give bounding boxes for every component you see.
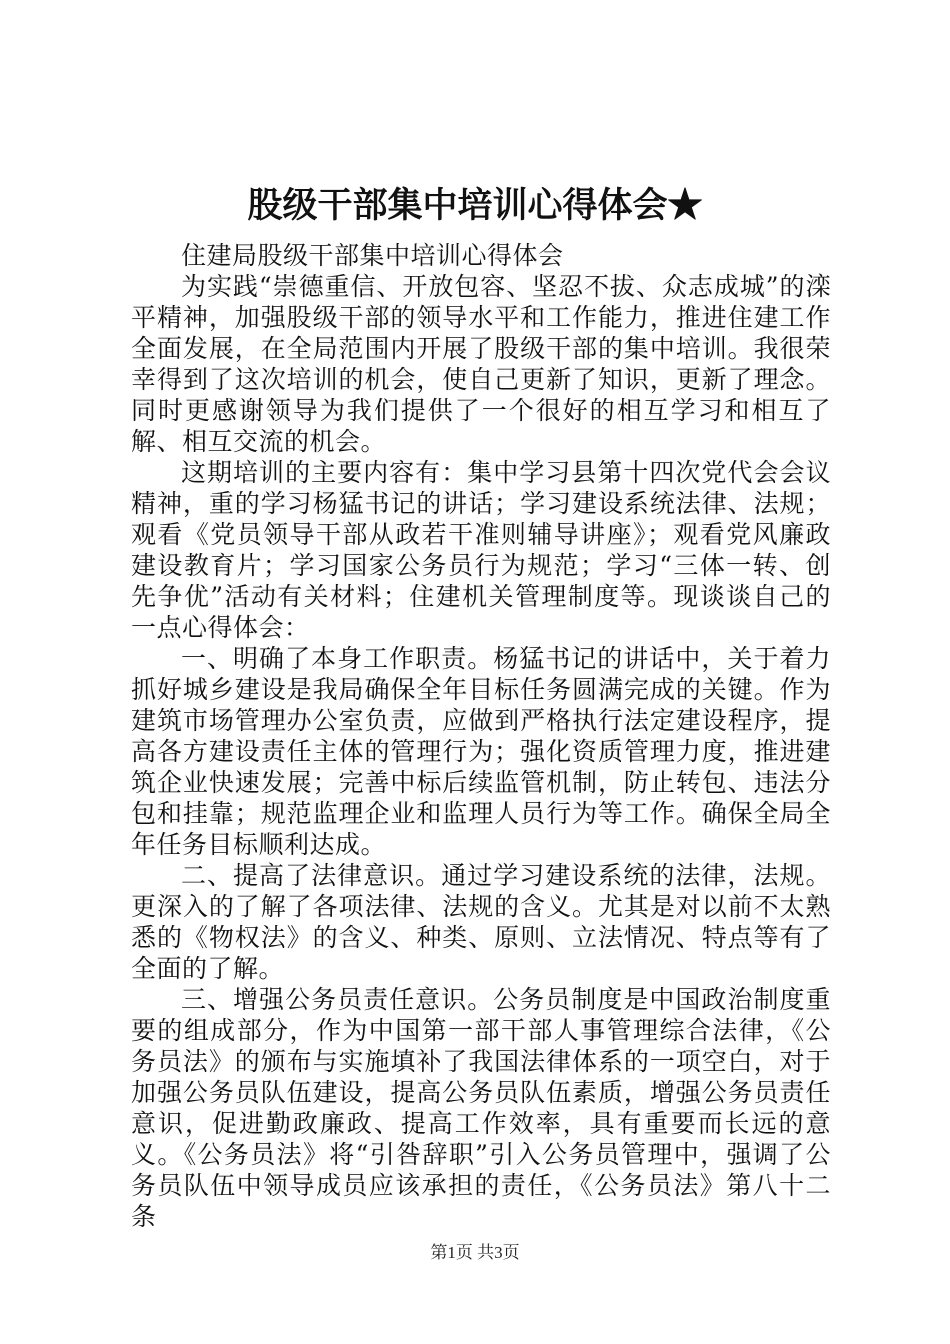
paragraph-point-three: 三、增强公务员责任意识。公务员制度是中国政治制度重要的组成部分，作为中国第一部干部人事管理综合法律，《公务员法》的颁布与实施填补了我国法律体系的一项空白，对于加强公务员队伍建设，提高公务员队伍素质，增强公务员责任意识，促进勤政廉政、提高工作效率，具有重要而长远的意义。《公务员法》将“引咎辞职”引入公务员管理中，强调了公务员队伍中领导成员应该承担的责任，《公务员法》第八十二条: [131, 985, 831, 1231]
paragraph-point-two: 二、提高了法律意识。通过学习建设系统的法律，法规。更深入的了解了各项法律、法规的含义。尤其是对以前不太熟悉的《物权法》的含义、种类、原则、立法情况、特点等有了全面的了解。: [131, 861, 831, 983]
document-body: [131, 240, 831, 1232]
paragraph-intro: 为实践“崇德重信、开放包容、坚忍不拔、众志成城”的滦平精神，加强股级干部的领导水平和工作能力，推进住建工作全面发展，在全局范围内开展了股级干部的集中培训。我很荣幸得到了这次培训的机会，使自己更新了知识，更新了理念。同时更感谢领导为我们提供了一个很好的相互学习和相互了解、相互交流的机会。: [131, 272, 831, 456]
paragraph-point-one: 一、明确了本身工作职责。杨猛书记的讲话中，关于着力抓好城乡建设是我局确保全年目标任务圆满完成的关键。作为建筑市场管理办公室负责，应做到严格执行法定建设程序，提高各方建设责任主体的管理行为；强化资质管理力度，推进建筑企业快速发展；完善中标后续监管机制，防止转包、违法分包和挂靠；规范监理企业和监理人员行为等工作。确保全局全年任务目标顺利达成。: [131, 644, 831, 859]
paragraph-training-content: 这期培训的主要内容有：集中学习县第十四次党代会会议精神，重的学习杨猛书记的讲话；学习建设系统法律、法规；观看《党员领导干部从政若干准则辅导讲座》；观看党风廉政建设教育片；学习国家公务员行为规范；学习“三体一转、创先争优”活动有关材料；住建机关管理制度等。现谈谈自己的一点心得体会：: [131, 458, 831, 642]
page-footer: 第1页 共3页: [430, 1243, 520, 1262]
document-title: 股级干部集中培训心得体会★: [247, 185, 703, 226]
document-subtitle: 住建局股级干部集中培训心得体会: [181, 241, 564, 270]
